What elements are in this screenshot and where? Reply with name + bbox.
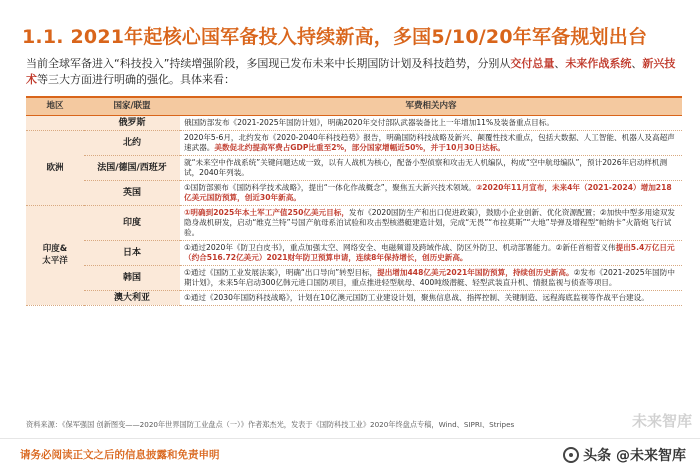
header-region: 地区 [26, 97, 84, 115]
content-text: 就“未来空中作战系统”关键问题达成一致，以有人战机为核心，配备小型侦察和攻击无人机编队，构成“空中航母编队”，预计2026年启动样机测试，2040年列装。 [184, 157, 668, 177]
country-cell: 韩国 [84, 265, 180, 290]
page-title: 1.1. 2021年起核心国军备投入持续新高，多国5/10/20年军备规划出台 [22, 26, 648, 48]
content-text: 2020年5-6月，北约发布《2020-2040年科技趋势》报告，明确国防科技战略及新兴、颠覆性技术重点，包括大数据、人工智能、机器人及高超声速武器。 [184, 132, 675, 152]
content-cell [180, 240, 682, 265]
content-text: ①通过2020年《防卫白皮书》，重点加强太空、网络安全、电磁频谱及跨域作战、防区外防卫、机动部署能力。 [184, 242, 556, 252]
footer-bar [0, 438, 700, 467]
intro-bold-1: 交付总量 [510, 57, 555, 70]
table-row [26, 240, 682, 265]
country-cell: 英国 [84, 180, 180, 205]
intro-sep-1: 、 [554, 57, 566, 70]
intro-paragraph [26, 56, 676, 88]
highlight-text: 提出增加448亿美元2021年国防预算，持续创历史新高。 [377, 267, 574, 277]
source-note: 资料来源：《保军强国 创新图变——2020年世界国防工业盘点（一）》作者郑杰光，发表于《国防科技工业》2020年终盘点专稿，Wind、SIPRI、Stripes [26, 420, 515, 429]
table-row [26, 115, 682, 130]
content-text: 俄国防部发布《2021-2025年国防计划》，明确2020年交付部队武器装备比上一年增加11%及装备重点目标。 [184, 117, 554, 127]
content-text: ①通过《2030年国防科技战略》，计划在10亿澳元国防工业建设计划，聚焦信息战、指挥控制、关键制造、远程海底监视等作战平台建设。 [184, 292, 649, 302]
watermark [563, 445, 686, 465]
disclaimer-text: 请务必阅读正文之后的信息披露和免责申明 [20, 449, 220, 461]
content-cell [180, 180, 682, 205]
country-cell: 法国/德国/西班牙 [84, 155, 180, 180]
content-cell [180, 130, 682, 155]
watermark-text: 头条 @未来智库 [583, 448, 686, 464]
content-text: ②新任首相菅义伟 [555, 242, 616, 252]
intro-text-1: 当前全球军备进入“科技投入”持续增强阶段，多国现已发布未来中长期国防计划及科技趋势，分别从 [26, 57, 511, 70]
table-row [26, 265, 682, 290]
content-text: ①通过《国防工业发展法案》，明确“出口导向”转型目标， [184, 267, 378, 277]
content-cell [180, 155, 682, 180]
country-cell: 日本 [84, 240, 180, 265]
watermark-corner: 未来智库 [631, 412, 692, 430]
content-text: ①国防部颁布《国防科学技术战略》，提出“一体化作战概念”，聚焦五大新兴技术领域。 [184, 182, 476, 192]
table-row [26, 180, 682, 205]
table-row [26, 155, 682, 180]
watermark-logo-icon [563, 447, 579, 463]
highlight-text: 提出5.4万亿日元（约合516.72亿美元）2021财年防卫预算申请，连续8年保持增长，创历史新高。 [184, 242, 675, 262]
table-row [26, 205, 682, 240]
content-text: ②发布《2021-2025年国防中期计划》，未来5年启动300亿韩元进口国防项目，重点推进轻型航母、400吨级潜艇、轻型武装直升机、情报监视与侦查等项目。 [184, 267, 675, 287]
country-cell: 北约 [84, 130, 180, 155]
table-row [26, 290, 682, 305]
content-text: 发布《2020国防生产和出口促进政策》，鼓励小企业创新、优化资源配置；②加快中型多用途双发隐身战机研发，启动“维克兰特”号国产航母系泊试验和攻击型核潜艇建造计划，完成“无畏”“布拉莫斯”“大地”导弹及增程型“帕纳卡”火箭炮飞行试验。 [184, 207, 676, 237]
country-cell: 俄罗斯 [84, 115, 180, 130]
content-cell [180, 205, 682, 240]
highlight-text: ①明确到2025年本土军工产值250亿美元目标， [184, 207, 349, 217]
region-cell [26, 115, 84, 130]
content-cell [180, 290, 682, 305]
header-country: 国家/联盟 [84, 97, 180, 115]
header-content: 军费相关内容 [180, 97, 682, 115]
highlight-text: ②2020年11月宣布，未来4年（2021-2024）增加218亿美元国防预算，创近30年新高。 [184, 182, 672, 202]
content-cell [180, 115, 682, 130]
highlight-text: 美数促北约提高军费占GDP比重至2%，部分国家增幅近50%，并于10月30日达标。 [214, 142, 505, 152]
content-cell [180, 265, 682, 290]
military-spending-table [26, 96, 682, 306]
table-row [26, 130, 682, 155]
country-cell: 印度 [84, 205, 180, 240]
country-cell: 澳大利亚 [84, 290, 180, 305]
intro-text-end: 等三大方面进行明确的强化。具体来看： [37, 73, 235, 86]
region-cell: 欧洲 [26, 130, 84, 205]
intro-sep-2: 、 [631, 57, 643, 70]
region-cell: 印度& 太平洋 [26, 205, 84, 305]
table-header-row [26, 97, 682, 115]
intro-bold-2: 未来作战系统 [565, 57, 632, 70]
intro-bold-3: 新兴技术 [26, 57, 676, 86]
